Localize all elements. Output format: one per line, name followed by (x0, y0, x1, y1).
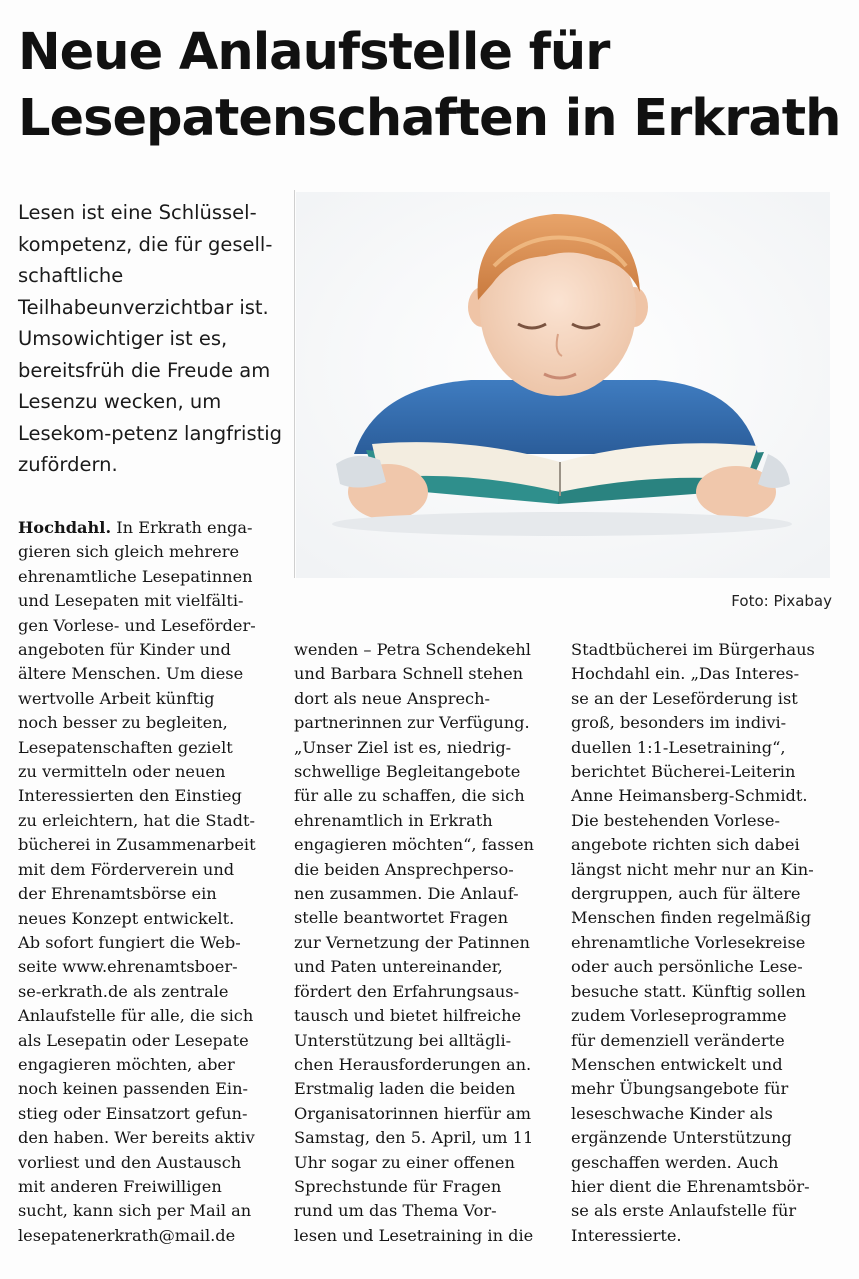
text-line: rund um das Thema Vor- (294, 1201, 497, 1221)
child-reading-illustration (296, 192, 830, 578)
text-line: nen zusammen. Die Anlauf- (294, 884, 519, 904)
text-line: stieg oder Einsatzort gefun- (18, 1103, 248, 1123)
text-line: wichtiger ist es, bereits (18, 327, 228, 382)
article-column-3 (571, 638, 833, 1248)
text-line: unverzichtbar ist. Umso (18, 295, 269, 350)
text-line: Lesepatenschaften gezielt (18, 737, 233, 757)
text-line: angeboten für Kinder und (18, 640, 231, 660)
text-line: zu wecken, um Lesekom- (18, 390, 222, 445)
text-line: lesepatenerkrath@mail.de (18, 1225, 236, 1245)
text-line: leseschwache Kinder als (571, 1103, 773, 1123)
text-line: neues Konzept entwickelt. (18, 908, 235, 928)
text-line: wenden – Petra Schendekehl (294, 640, 531, 659)
text-line: dort als neue Ansprech- (294, 688, 490, 708)
text-line: ergänzende Unterstützung (571, 1128, 792, 1148)
text-line: schwellige Begleitangebote (294, 762, 521, 782)
text-line: gieren sich gleich mehrere (18, 542, 240, 562)
text-line: fördern. (40, 453, 118, 476)
text-line (18, 516, 280, 540)
text-line: petenz langfristig zu (18, 421, 283, 476)
headline-line: Neue Anlaufstelle für (18, 23, 610, 82)
headline-line: Lesepatenschaften in Erkrath (18, 89, 841, 148)
text-line: angebote richten sich dabei (571, 835, 800, 855)
text-line: groß, besonders im indivi- (571, 713, 787, 733)
text-line: se-erkrath.de als zentrale (18, 981, 229, 1001)
text-line: die beiden Ansprechperso- (294, 859, 514, 879)
text-line: fördert den Erfahrungsaus- (294, 981, 520, 1001)
text-line: Menschen entwickelt und (571, 1054, 783, 1074)
text-line: Die bestehenden Vorlese- (571, 810, 780, 830)
text-line: Ab sofort fungiert die Web- (18, 932, 241, 952)
text-line: und Paten untereinander, (294, 957, 503, 977)
text-line: mehr Übungsangebote für (571, 1079, 789, 1099)
text-line: besuche statt. Künftig sollen (571, 981, 806, 1001)
article-column-2 (294, 638, 556, 1248)
text-line: seite www.ehrenamtsboer- (18, 957, 238, 977)
text-line: ehrenamtlich in Erkrath (294, 810, 493, 830)
text-line: für alle zu schaffen, die sich (294, 786, 525, 806)
text-line: vorliest und den Austausch (18, 1152, 242, 1172)
text-line: engagieren möchten“, fassen (294, 835, 534, 855)
text-line: mit dem Förderverein und (18, 859, 235, 879)
text-line: berichtet Bücherei-Leiterin (571, 762, 796, 782)
headline (18, 20, 848, 152)
dateline: Hochdahl. (18, 518, 112, 537)
text-line: Erstmalig laden die beiden (294, 1079, 516, 1099)
text-line: stelle beantwortet Fragen (294, 908, 509, 928)
text-line: Organisatorinnen hierfür am (294, 1103, 531, 1123)
text-line: Stadtbücherei im Bürgerhaus (571, 640, 815, 659)
lead-paragraph (18, 197, 283, 481)
text-line: „Unser Ziel ist es, niedrig- (294, 737, 512, 757)
text-line: schaftliche Teilhabe (18, 264, 124, 319)
text-line: Uhr sogar zu einer offenen (294, 1152, 515, 1172)
text-line: mit anderen Freiwilligen (18, 1176, 222, 1196)
text-line: partnerinnen zur Verfügung. (294, 713, 530, 733)
text-line: als Lesepatin oder Lesepate (18, 1030, 249, 1050)
text-line: gen Vorlese- und Leseförder- (18, 615, 256, 635)
text-line: zu erleichtern, hat die Stadt- (18, 810, 255, 830)
text-line: Sprechstunde für Fragen (294, 1176, 502, 1196)
text-line: geschaffen werden. Auch (571, 1152, 779, 1172)
column-divider (294, 190, 295, 578)
text-line: Interessierten den Einstieg (18, 786, 242, 806)
text-line: duellen 1:1-Lesetraining“, (571, 737, 786, 757)
text-line: bücherei in Zusammenarbeit (18, 835, 256, 855)
text-line: zu vermitteln oder neuen (18, 762, 226, 782)
text-line: zur Vernetzung der Patinnen (294, 932, 530, 952)
photo-credit: Foto: Pixabay (731, 592, 832, 610)
text-line: zudem Vorleseprogramme (571, 1006, 787, 1026)
text-line: Menschen finden regelmäßig (571, 908, 812, 928)
text-line: für demenziell veränderte (571, 1030, 785, 1050)
text-line: dergruppen, auch für ältere (571, 884, 801, 904)
text-line: Anne Heimansberg-Schmidt. (571, 786, 808, 806)
text-line: noch keinen passenden Ein- (18, 1079, 248, 1099)
text-line: Unterstützung bei alltägli- (294, 1030, 512, 1050)
text-line: längst nicht mehr nur an Kin- (571, 859, 814, 879)
text-line: kompetenz, die für gesell- (18, 232, 273, 256)
text-fragment: In Erkrath enga- (111, 518, 253, 537)
text-line: sucht, kann sich per Mail an (18, 1201, 252, 1221)
text-line: Hochdahl ein. „Das Interes- (571, 664, 800, 684)
text-line: se an der Leseförderung ist (571, 688, 798, 708)
text-line: und Barbara Schnell stehen (294, 664, 524, 684)
text-line: ehrenamtliche Vorlesekreise (571, 932, 806, 952)
text-line: Lesen ist eine Schlüssel- (18, 201, 257, 224)
text-line: ältere Menschen. Um diese (18, 664, 244, 684)
text-line: wertvolle Arbeit künftig (18, 688, 215, 708)
text-line: ehrenamtliche Lesepatinnen (18, 566, 253, 586)
text-line: se als erste Anlaufstelle für (571, 1201, 797, 1221)
text-line: tausch und bietet hilfreiche (294, 1006, 522, 1026)
text-line: engagieren möchten, aber (18, 1054, 235, 1074)
text-line: den haben. Wer bereits aktiv (18, 1128, 255, 1148)
text-line: der Ehrenamtsbörse ein (18, 884, 217, 904)
text-line: Samstag, den 5. April, um 11 (294, 1128, 534, 1148)
article-column-1 (18, 516, 280, 1248)
text-line: chen Herausforderungen an. (294, 1054, 532, 1074)
text-line: und Lesepaten mit vielfälti- (18, 591, 244, 611)
text-line: noch besser zu begleiten, (18, 713, 228, 733)
text-line: hier dient die Ehrenamtsbör- (571, 1176, 810, 1196)
text-line: Anlaufstelle für alle, die sich (18, 1006, 254, 1026)
photo-child-reading (296, 192, 830, 578)
text-line: oder auch persönliche Lese- (571, 957, 803, 977)
text-line: früh die Freude am Lesen (18, 358, 271, 413)
text-line: Interessierte. (571, 1225, 682, 1245)
text-line: lesen und Lesetraining in die (294, 1225, 534, 1245)
